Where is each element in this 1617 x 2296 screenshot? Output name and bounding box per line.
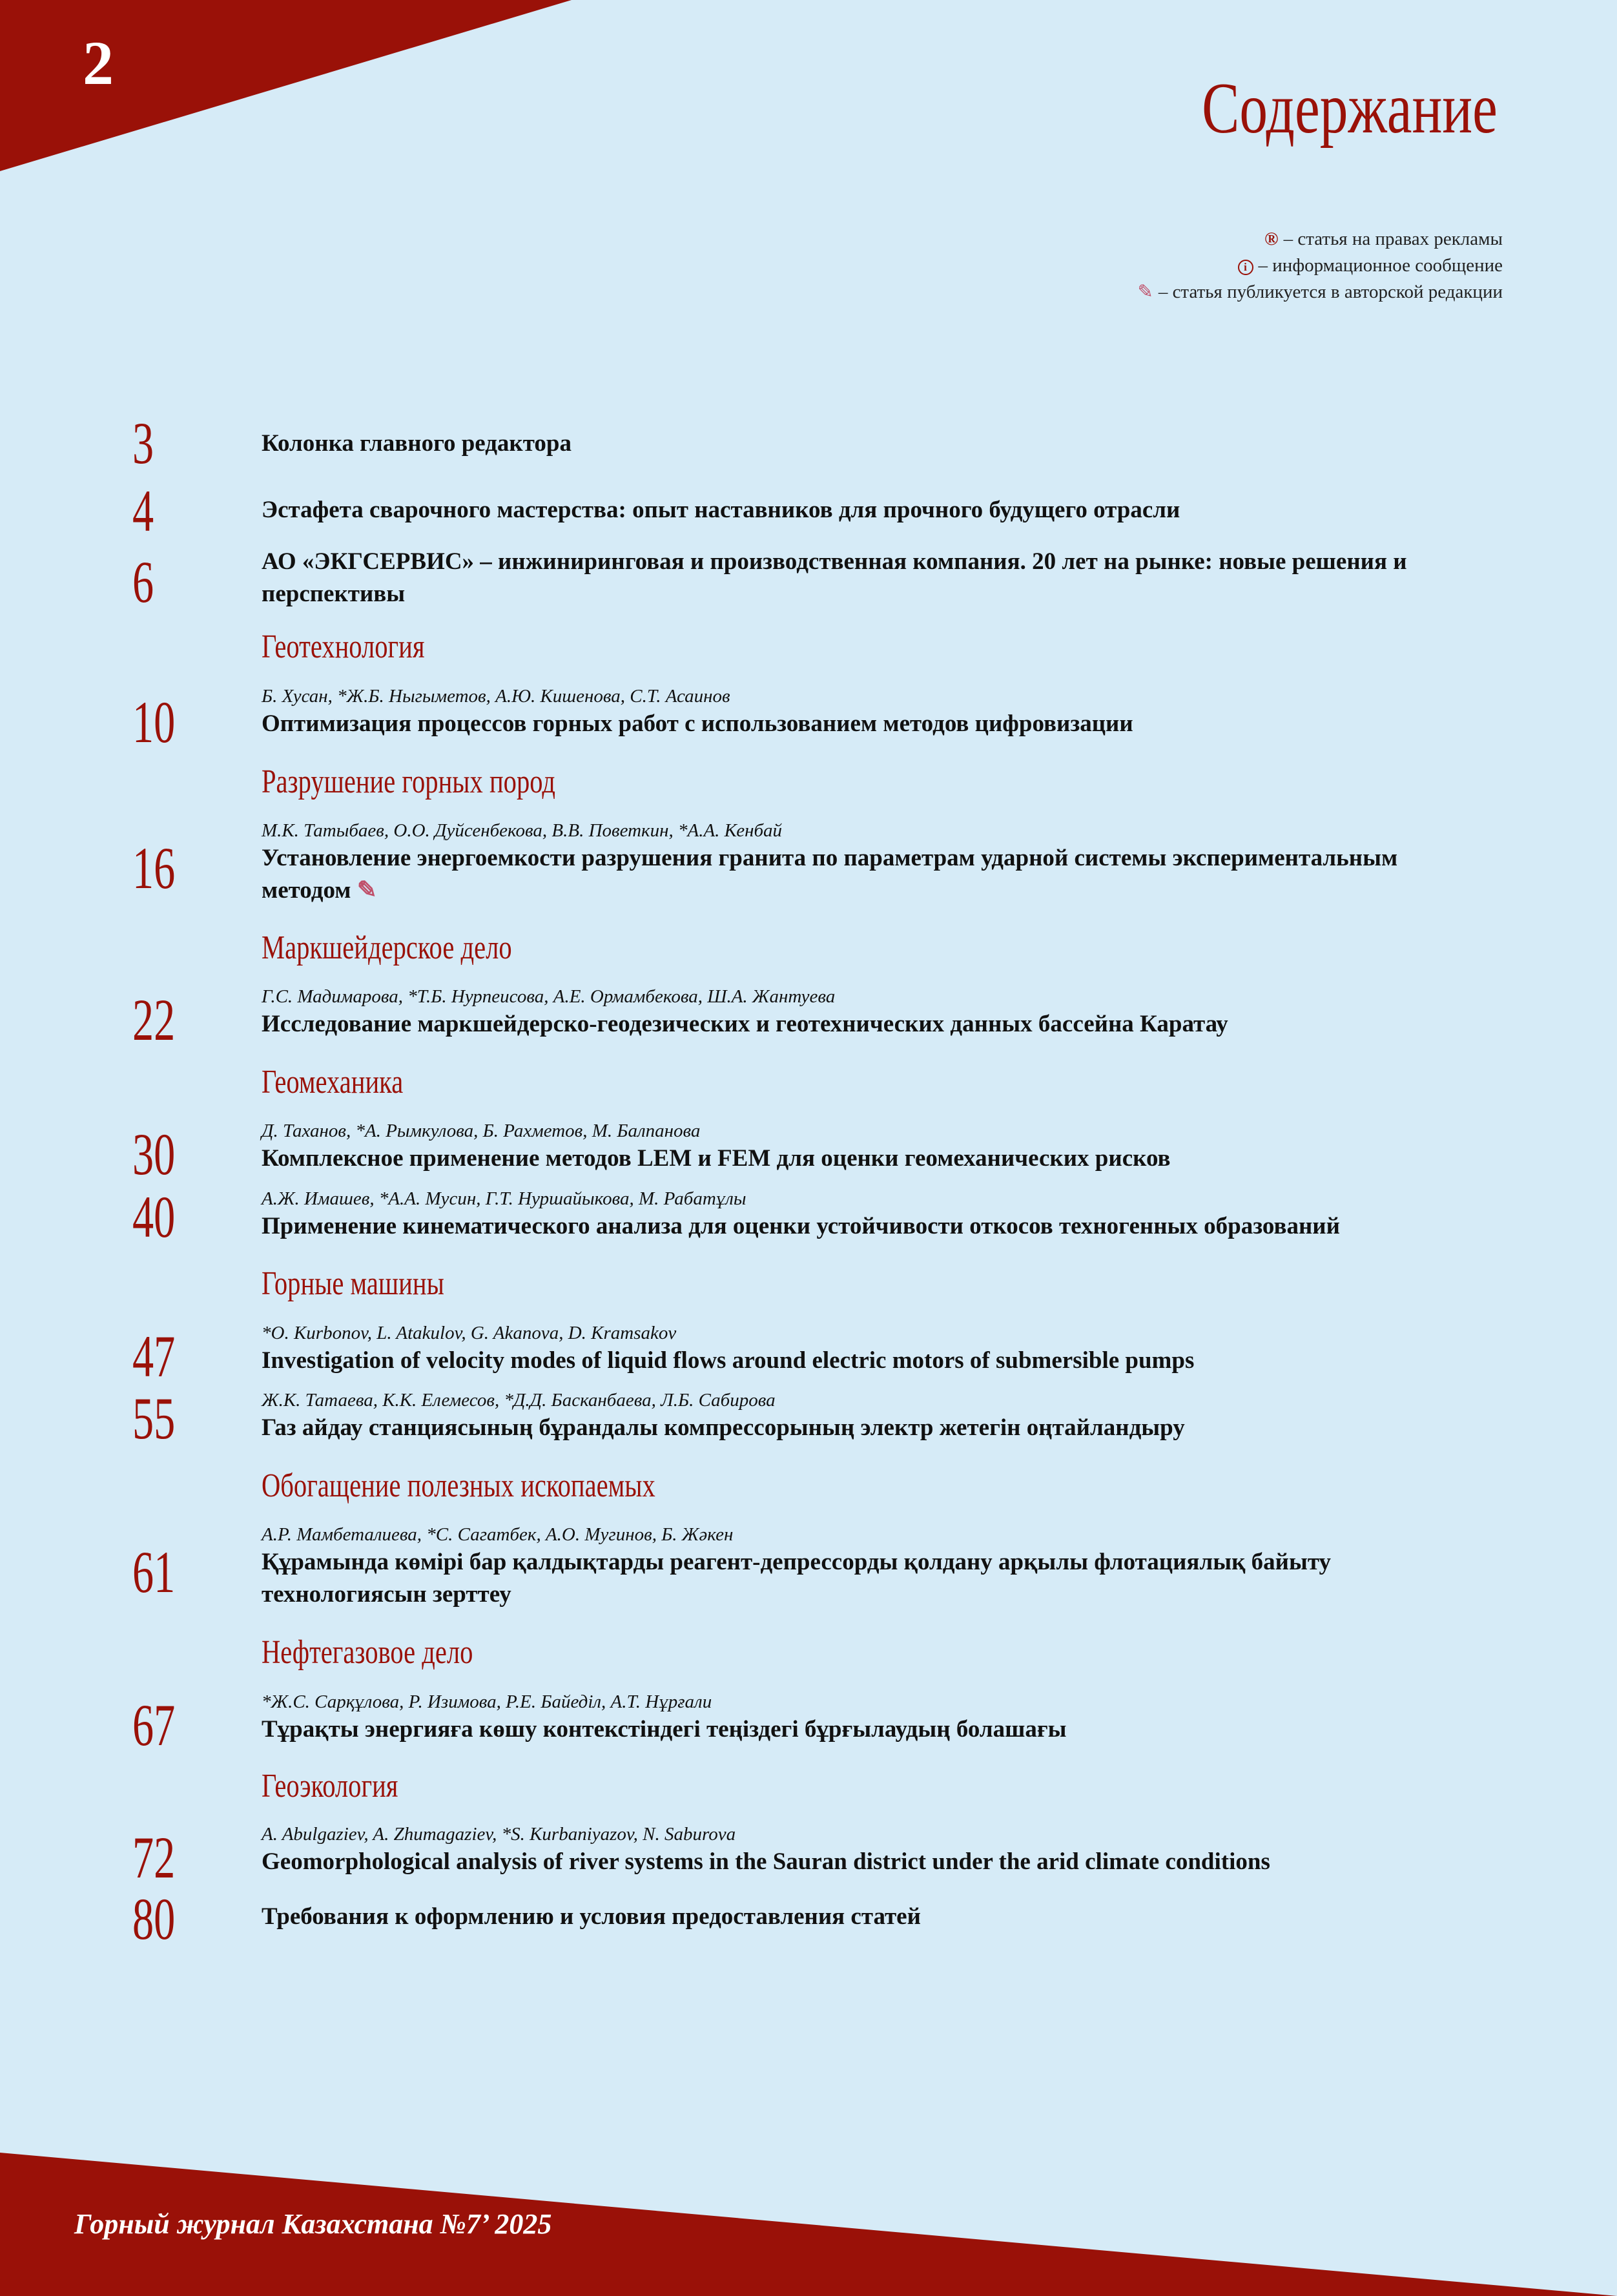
legend-info-row [1138, 253, 1503, 279]
entry-page-number: 4 [132, 478, 154, 544]
entry-title: Құрамында көмірі бар қалдықтарды реагент-депрессорды қолдану арқылы флотациялық байыту технологиясын зерттеу [262, 1549, 1332, 1608]
entry-page-number: 6 [132, 549, 154, 615]
section-mineral-beneficiation: Обогащение полезных ископаемых [262, 1467, 655, 1504]
section-rock-destruction: Разрушение горных пород [262, 763, 555, 800]
entry-title: Применение кинематического анализа для оценки устойчивости откосов техногенных образований [262, 1213, 1340, 1239]
entry-title: Исследование маркшейдерско-геодезических и геотехнических данных бассейна Каратау [262, 1011, 1228, 1037]
section-mine-surveying: Маркшейдерское дело [262, 929, 512, 966]
entry-page-number: 55 [132, 1385, 176, 1451]
entry-title: Тұрақты энергияға көшу контекстіндегі теңіздегі бұрғылаудың болашағы [262, 1716, 1067, 1743]
journal-footer: Горный журнал Казахстана №7’ 2025 [74, 2208, 552, 2240]
entry-authors: Ж.К. Татаева, К.К. Елемесов, *Д.Д. Басканбаева, Л.Б. Сабирова [262, 1390, 776, 1411]
section-geotechnology: Геотехнология [262, 628, 425, 665]
section-geoecology: Геоэкология [262, 1768, 398, 1805]
entry-page-number: 30 [132, 1121, 176, 1187]
section-geomechanics: Геомеханика [262, 1064, 404, 1101]
legend-pen-text: – статья публикуется в авторской редакции [1158, 282, 1503, 302]
entry-authors: М.К. Татыбаев, О.О. Дуйсенбекова, В.В. Поветкин, *А.А. Кенбай [262, 820, 783, 841]
entry-page-number: 47 [132, 1323, 176, 1389]
entry-title: Установление энергоемкости разрушения гранита по параметрам ударной системы экспериментальным методом [262, 845, 1398, 904]
info-icon: i [1238, 260, 1253, 275]
section-oil-gas: Нефтегазовое дело [262, 1634, 473, 1671]
registered-icon: ® [1264, 229, 1279, 249]
entry-title: Газ айдау станциясының бұрандалы компрессорының электр жетегін оңтайландыру [262, 1414, 1185, 1441]
entry-title: Колонка главного редактора [262, 430, 572, 457]
entry-title: Комплексное применение методов LEM и FEM для оценки геомеханических рисков [262, 1145, 1171, 1172]
entry-page-number: 16 [132, 835, 176, 901]
entry-page-number: 67 [132, 1692, 176, 1758]
entry-page-number: 40 [132, 1184, 176, 1250]
legend-info-text: – информационное сообщение [1258, 255, 1503, 276]
entry-authors: Г.С. Мадимарова, *Т.Б. Нурпеисова, А.Е. Ормамбекова, Ш.А. Жантуева [262, 986, 836, 1007]
legend-ad-text: – статья на правах рекламы [1283, 229, 1503, 249]
entry-authors: *O. Kurbonov, L. Atakulov, G. Akanova, D. Kramsakov [262, 1323, 677, 1343]
entry-title: АО «ЭКГСЕРВИС» – инжиниринговая и производственная компания. 20 лет на рынке: новые решения и перспективы [262, 548, 1407, 607]
legend-pen-row [1138, 279, 1503, 305]
entry-page-number: 72 [132, 1825, 176, 1890]
legend [1138, 226, 1503, 305]
page-number: 2 [83, 28, 114, 98]
entry-authors: А.Ж. Имашев, *А.А. Мусин, Г.Т. Нуршайыкова, М. Рабатұлы [262, 1188, 747, 1209]
entry-title: Эстафета сварочного мастерства: опыт наставников для прочного будущего отрасли [262, 497, 1180, 523]
entry-title: Требования к оформлению и условия предоставления статей [262, 1903, 921, 1930]
entry-authors: *Ж.С. Сарқұлова, Р. Изимова, Р.Е. Байеділ, А.Т. Нұрғали [262, 1691, 712, 1712]
page-title: Содержание [1202, 68, 1498, 149]
pen-icon: ✎ [1137, 282, 1153, 302]
legend-ad-row [1138, 226, 1503, 253]
entry-authors: А.Р. Мамбеталиева, *С. Сагатбек, А.О. Мугинов, Б. Жәкен [262, 1524, 734, 1545]
entry-authors: A. Abulgaziev, A. Zhumagaziev, *S. Kurbaniyazov, N. Saburova [262, 1824, 736, 1845]
entry-title: Оптимизация процессов горных работ с использованием методов цифровизации [262, 710, 1133, 737]
entry-authors: Д. Таханов, *А. Рымкулова, Б. Рахметов, М. Балпанова [262, 1121, 701, 1141]
pen-icon: ✎ [356, 877, 377, 904]
entry-page-number: 61 [132, 1539, 176, 1605]
entry-page-number: 3 [132, 410, 154, 476]
entry-page-number: 80 [132, 1886, 176, 1952]
entry-page-number: 10 [132, 689, 176, 755]
entry-page-number: 22 [132, 987, 176, 1053]
entry-title: Geomorphological analysis of river systems in the Sauran district under the arid climate conditions [262, 1848, 1270, 1875]
section-mining-machines: Горные машины [262, 1265, 444, 1302]
entry-authors: Б. Хусан, *Ж.Б. Ныгыметов, А.Ю. Кишенова, С.Т. Асаинов [262, 686, 730, 707]
entry-title: Investigation of velocity modes of liquid flows around electric motors of submersible pumps [262, 1347, 1195, 1374]
